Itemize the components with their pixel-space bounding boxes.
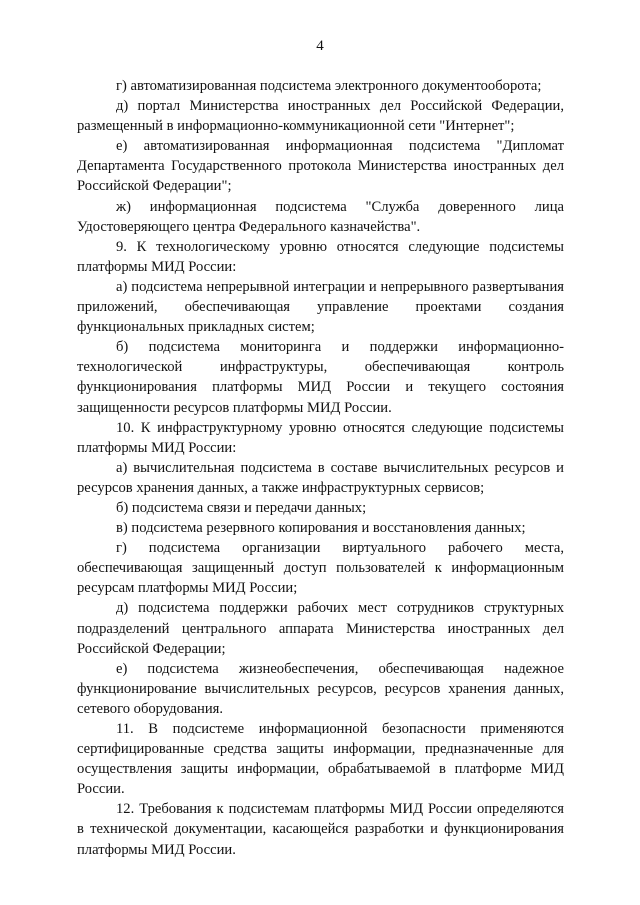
clause-10-item-d: д) подсистема поддержки рабочих мест сотрудников структурных подразделений центрального аппарата Министерства иностранных дел Российской Федерации; <box>77 600 564 657</box>
list-item-g-edms: г) автоматизированная подсистема электронного документооборота; <box>116 78 542 94</box>
clause-12: 12. Требования к подсистемам платформы МИД России определяются в технической документации, касающейся разработки и функционирования платформы МИД России. <box>77 801 564 858</box>
clause-10-item-g: г) подсистема организации виртуального рабочего места, обеспечивающая защищенный доступ пользователей к информационным ресурсам платформы МИД России; <box>77 540 564 597</box>
clause-10: 10. К инфраструктурному уровню относятся следующие подсистемы платформы МИД России: <box>77 419 564 456</box>
document-body <box>77 76 564 860</box>
clause-11: 11. В подсистеме информационной безопасности применяются сертифицированные средства защиты информации, предназначенные для осуществления защиты информации, обрабатываемой в платформе МИД России. <box>77 721 564 798</box>
list-item-e-diplomat: е) автоматизированная информационная подсистема "Дипломат Департамента Государственного протокола Министерства иностранных дел Российской Федерации"; <box>77 138 564 195</box>
clause-9-item-a: а) подсистема непрерывной интеграции и непрерывного развертывания приложений, обеспечивающая управление проектами создания функциональных прикладных систем; <box>77 278 564 336</box>
clause-9-item-b: б) подсистема мониторинга и поддержки информационно-технологической инфраструктуры, обеспечивающая контроль функционирования платформы МИД России и текущего состояния защищенности ресурсов платформы МИД России. <box>77 339 564 416</box>
clause-10-item-b: б) подсистема связи и передачи данных; <box>116 499 367 516</box>
clause-10-item-v: в) подсистема резервного копирования и восстановления данных; <box>116 520 526 537</box>
list-item-d-portal: д) портал Министерства иностранных дел Российской Федерации, размещенный в информационно-коммуникационной сети "Интернет"; <box>77 98 564 135</box>
clause-9: 9. К технологическому уровню относятся следующие подсистемы платформы МИД России: <box>77 238 564 275</box>
clause-10-item-e: е) подсистема жизнеобеспечения, обеспечивающая надежное функционирование вычислительных ресурсов, ресурсов хранения данных, сетевого оборудования. <box>77 660 564 717</box>
clause-10-item-a: а) вычислительная подсистема в составе вычислительных ресурсов и ресурсов хранения данных, а также инфраструктурных сервисов; <box>77 459 564 496</box>
page-number: 4 <box>316 38 324 54</box>
list-item-zh-trusted-person: ж) информационная подсистема "Служба доверенного лица Удостоверяющего центра Федерального казначейства". <box>77 198 564 235</box>
